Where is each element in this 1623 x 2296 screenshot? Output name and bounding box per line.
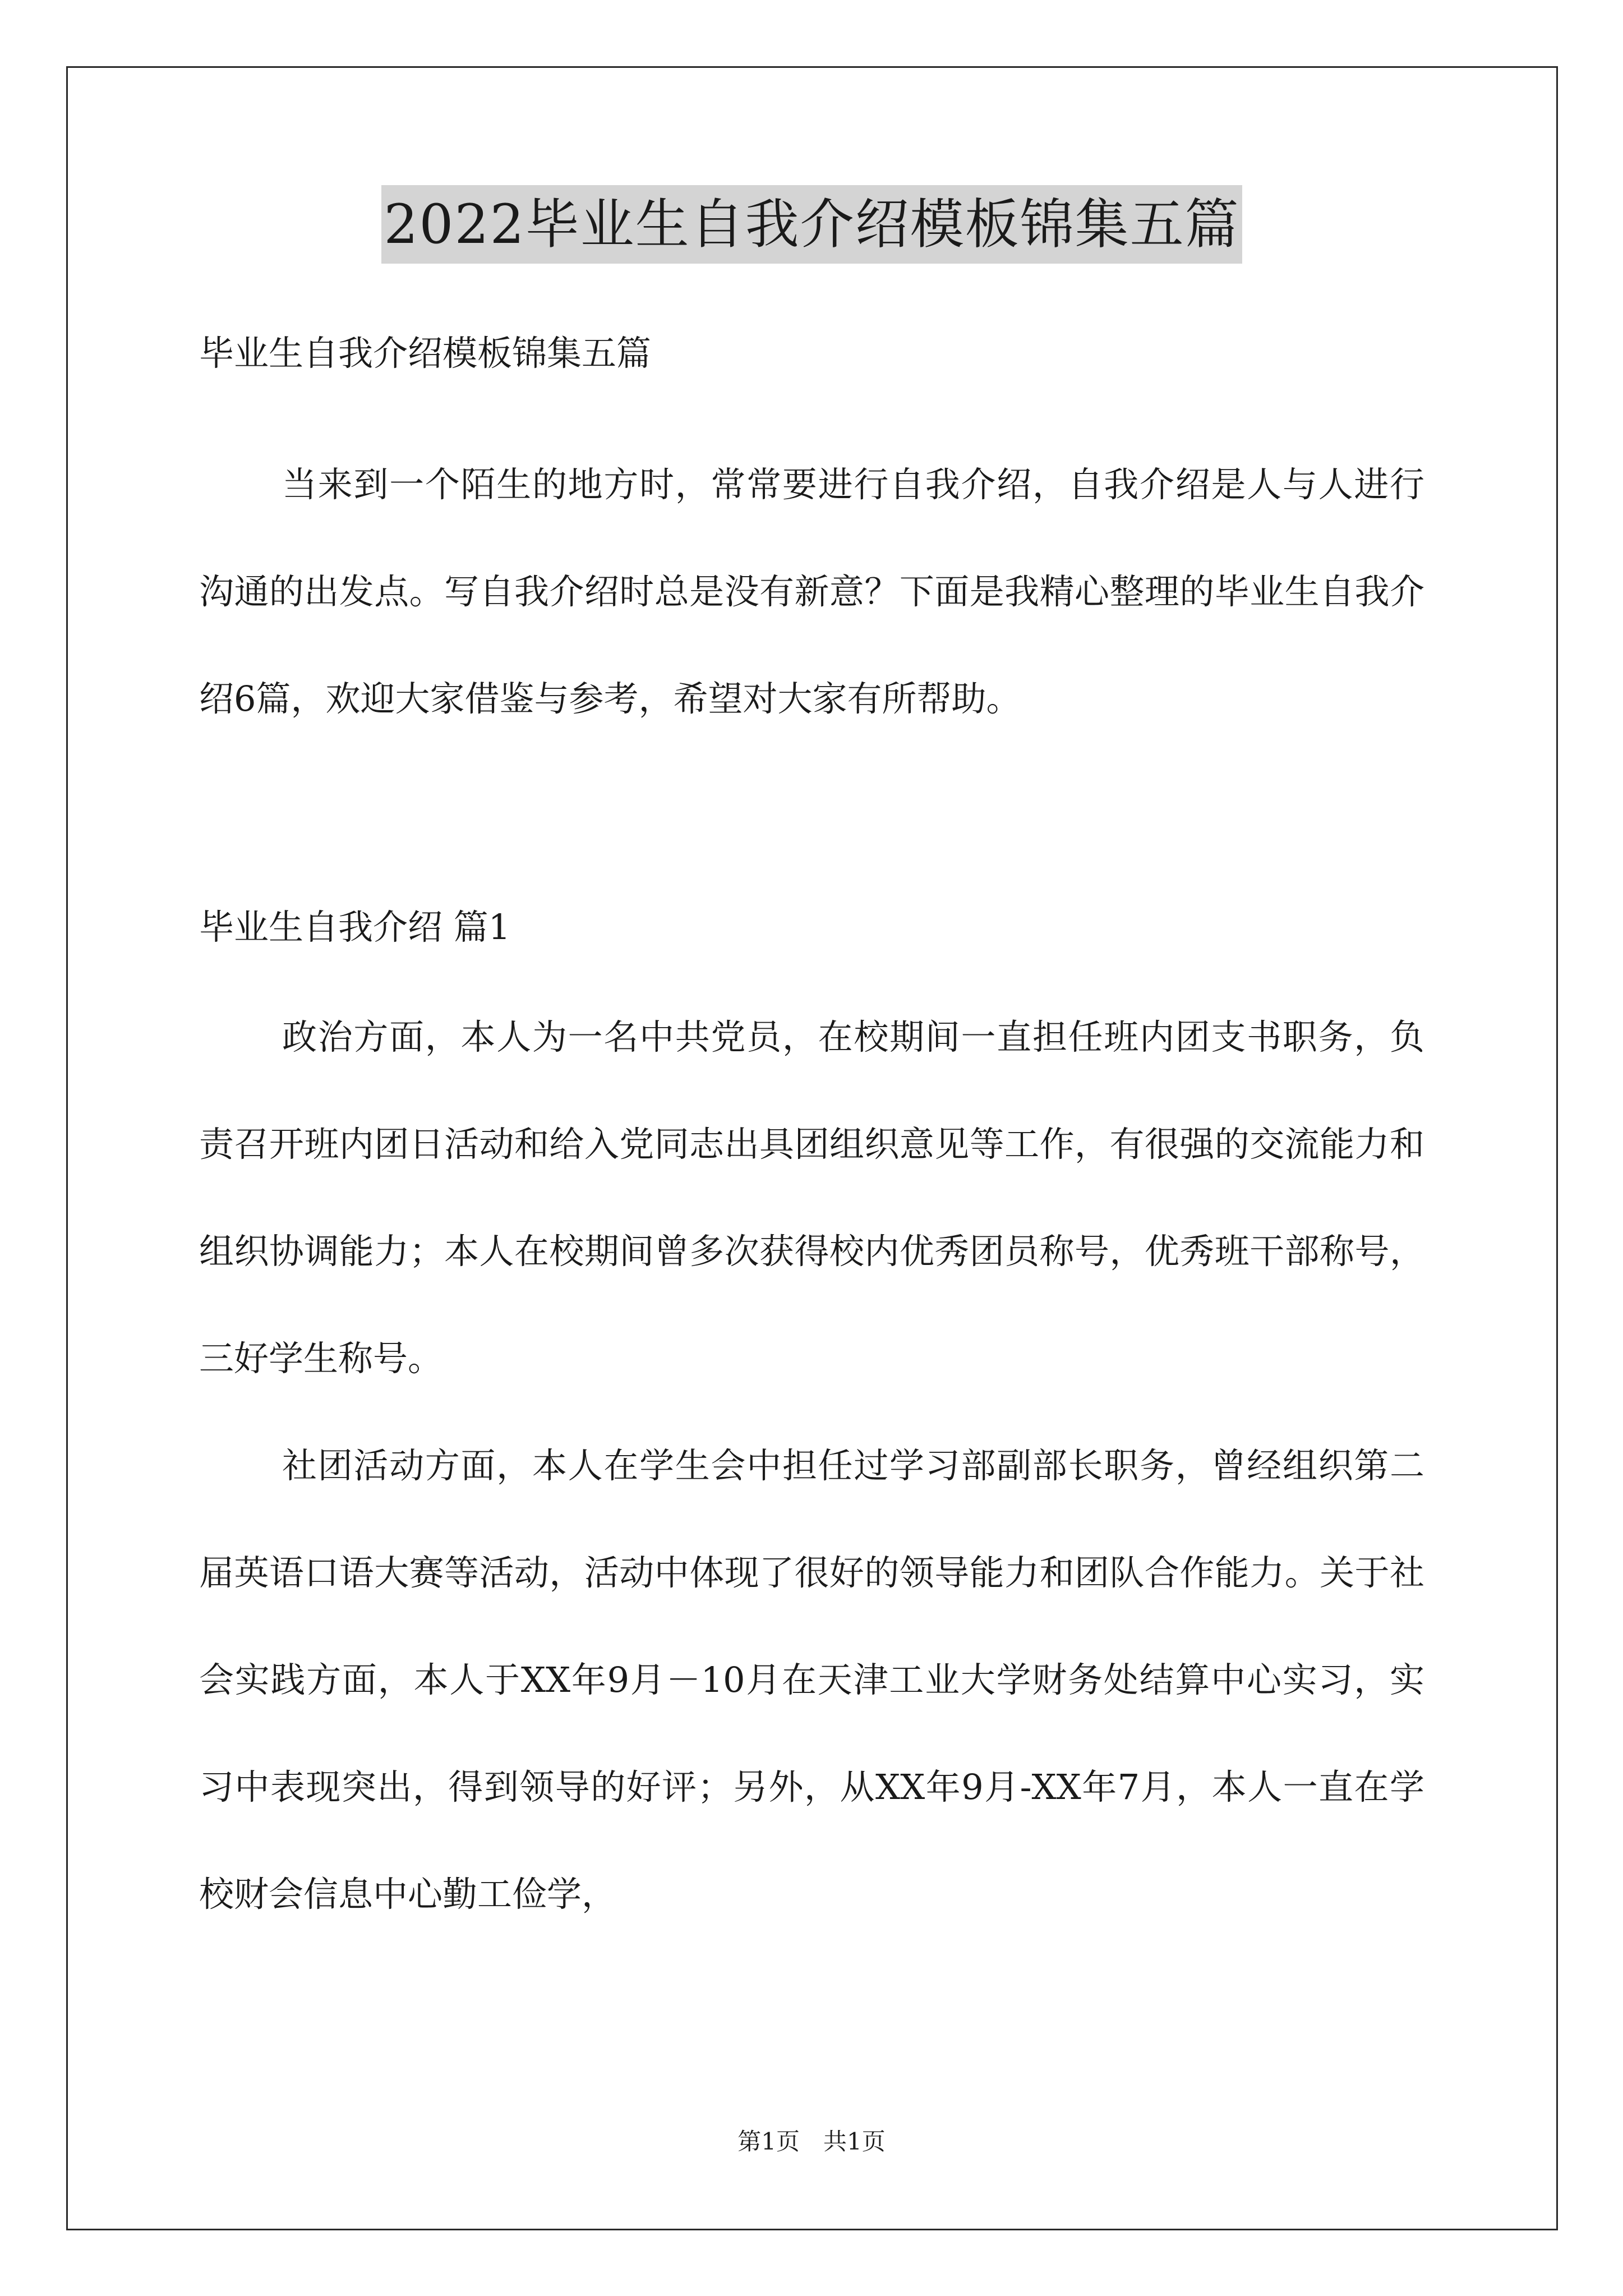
- section-heading: 毕业生自我介绍 篇1: [199, 907, 511, 947]
- section-paragraph: 政治方面，本人为一名中共党员，在校期间一直担任班内团支书职务，负责召开班内团日活动和给入党同志出具团组织意见等工作，有很强的交流能力和组织协调能力；本人在校期间曾多次获得校内优秀团员称号，优秀班干部称号，三好学生称号。: [199, 1016, 1424, 1379]
- document-title: 2022毕业生自我介绍模板锦集五篇: [381, 185, 1242, 264]
- page-number: 第1页 共1页: [737, 2128, 886, 2155]
- intro-paragraph: 当来到一个陌生的地方时，常常要进行自我介绍，自我介绍是人与人进行沟通的出发点。写自我介绍时总是没有新意？下面是我精心整理的毕业生自我介绍6篇，欢迎大家借鉴与参考，希望对大家有所帮助。: [199, 464, 1424, 719]
- document-subtitle: 毕业生自我介绍模板锦集五篇: [199, 333, 652, 374]
- section-paragraph: 社团活动方面，本人在学生会中担任过学习部副部长职务，曾经组织第二届英语口语大赛等活动，活动中体现了很好的领导能力和团队合作能力。关于社会实践方面，本人于XX年9月－10月在天津工业大学财务处结算中心实习，实习中表现突出，得到领导的好评；另外，从XX年9月-XX年7月，本人一直在学校财会信息中心勤工俭学，: [199, 1445, 1424, 1915]
- title-container: [199, 185, 1424, 264]
- document-body: [199, 185, 1424, 1948]
